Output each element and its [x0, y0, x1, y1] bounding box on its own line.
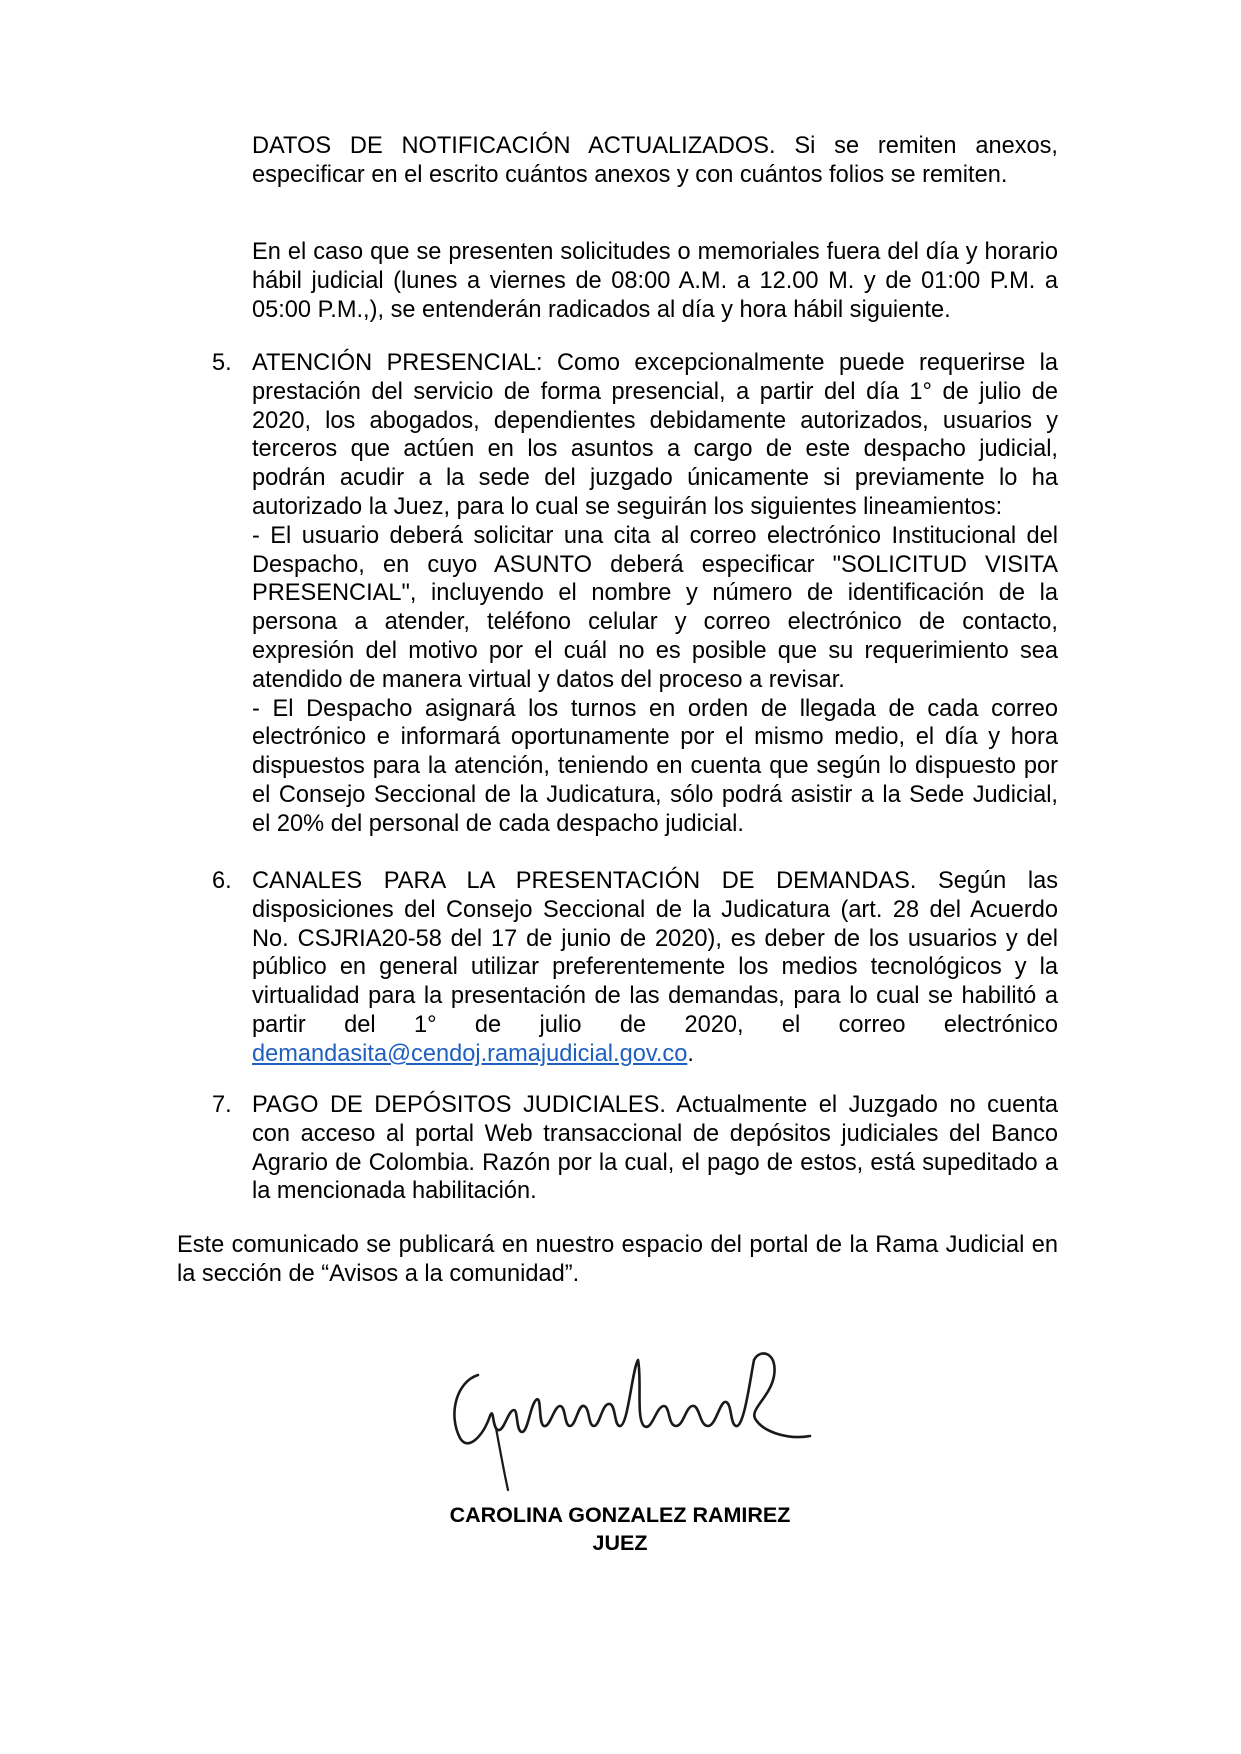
list-item-body: [252, 349, 1058, 839]
item-6-text: CANALES PARA LA PRESENTACIÓN DE DEMANDAS. Según las disposiciones del Consejo Seccional de la Judicatura (art. 28 del Acuerdo No. CSJRIA20-58 del 17 de junio de 2020), es deber de los usuarios y del público en general utilizar preferentemente los medios tecnológicos y la virtualidad para la presentación de las demandas, para lo cual se habilitó a partir del 1° de julio de 2020, el correo electrónico: [252, 868, 1058, 1038]
list-item-number: 6.: [212, 868, 232, 894]
continuation-paragraph-2: En el caso que se presenten solicitudes o memoriales fuera del día y horario hábil judicial (lunes a viernes de 08:00 A.M. a 12.00 M. y de 01:00 P.M. a 05:00 P.M.,), se entenderán radicados al día y hora hábil siguiente.: [252, 239, 1058, 323]
handwritten-signature: [438, 1340, 818, 1500]
signature-stroke: [496, 1428, 508, 1490]
item-6-period: .: [687, 1040, 694, 1067]
closing-paragraph: Este comunicado se publicará en nuestro espacio del portal de la Rama Judicial en la sección de “Avisos a la comunidad”.: [177, 1232, 1058, 1287]
list-item-number: 7.: [212, 1092, 232, 1118]
email-link[interactable]: demandasita@cendoj.ramajudicial.gov.co: [252, 1040, 688, 1067]
signature-stroke: [454, 1353, 810, 1443]
signatory-title: JUEZ: [592, 1531, 648, 1555]
item-6-paragraph-1: [252, 867, 1058, 1069]
list-item-body: [252, 867, 1058, 1069]
list-item-body: [252, 1091, 1058, 1206]
signatory-name: CAROLINA GONZALEZ RAMIREZ: [449, 1503, 791, 1527]
item-5-paragraph-3: - El Despacho asignará los turnos en orden de llegada de cada correo electrónico e informará oportunamente por el mismo medio, el día y hora dispuestos para la atención, teniendo en cuenta que según lo dispuesto por el Consejo Seccional de la Judicatura, sólo podrá asistir a la Sede Judicial, el 20% del personal de cada despacho judicial.: [252, 695, 1058, 837]
item-5-paragraph-2: - El usuario deberá solicitar una cita al correo electrónico Institucional del Despacho, en cuyo ASUNTO deberá especificar "SOLICITUD VISITA PRESENCIAL", incluyendo el nombre y número de identificación de la persona a atender, teléfono celular y correo electrónico de contacto, expresión del motivo por el cuál no es posible que su requerimiento sea atendido de manera virtual y datos del proceso a revisar.: [252, 522, 1058, 693]
list-item-number: 5.: [212, 350, 232, 376]
item-7-paragraph-1: PAGO DE DEPÓSITOS JUDICIALES. Actualmente el Juzgado no cuenta con acceso al portal Web transaccional de depósitos judiciales del Banco Agrario de Colombia. Razón por la cual, el pago de estos, está supeditado a la mencionada habilitación.: [252, 1092, 1058, 1205]
continuation-paragraph-1: DATOS DE NOTIFICACIÓN ACTUALIZADOS. Si se remiten anexos, especificar en el escrito cuántos anexos y con cuántos folios se remiten.: [252, 133, 1058, 188]
item-5-paragraph-1: ATENCIÓN PRESENCIAL: Como excepcionalmente puede requerirse la prestación del servicio de forma presencial, a partir del día 1° de julio de 2020, los abogados, dependientes debidamente autorizados, usuarios y terceros que actúen en los asuntos a cargo de este despacho judicial, podrán acudir a la sede del juzgado únicamente si previamente lo ha autorizado la Juez, para lo cual se seguirán los siguientes lineamientos:: [252, 350, 1058, 520]
